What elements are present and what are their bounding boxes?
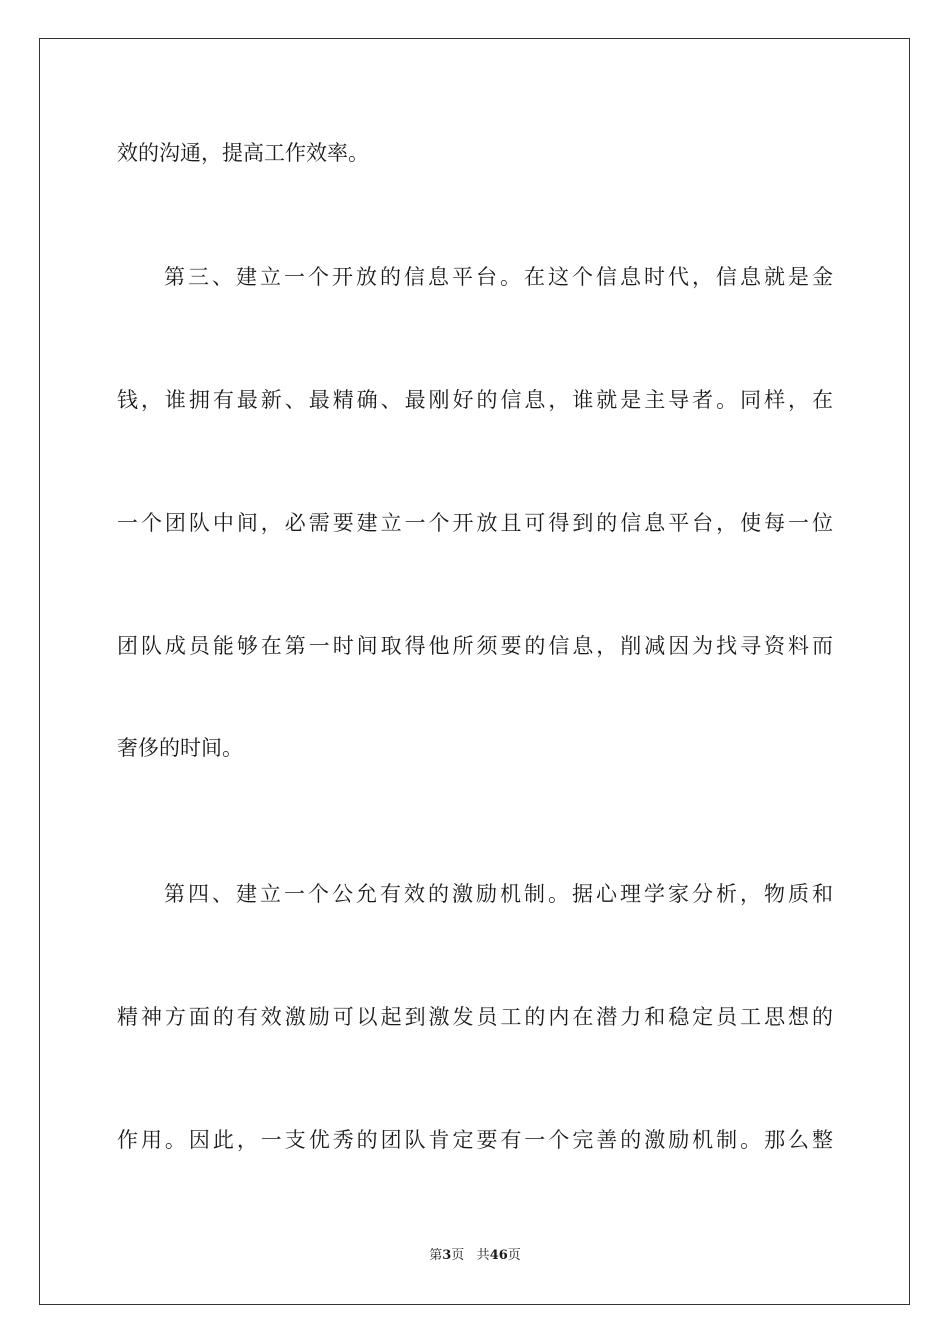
paragraph-line-7: 第四、建立一个公允有效的激励机制。据心理学家分析，物质和 — [164, 882, 833, 906]
paragraph-line-9: 作用。因此，一支优秀的团队肯定要有一个完善的激励机制。那么整 — [117, 1128, 833, 1152]
paragraph-line-8: 精神方面的有效激励可以起到激发员工的内在潜力和稳定员工思想的 — [117, 1005, 833, 1029]
total-page-count: 46 — [489, 1248, 508, 1263]
current-page-number: 3 — [442, 1248, 452, 1263]
page-prefix: 第 — [429, 1248, 443, 1263]
page-footer — [0, 1247, 950, 1265]
paragraph-line-2: 第三、建立一个开放的信息平台。在这个信息时代，信息就是金 — [164, 265, 833, 289]
total-prefix: 共 — [476, 1248, 490, 1263]
page-border — [39, 38, 910, 1305]
paragraph-line-6: 奢侈的时间。 — [117, 736, 243, 760]
paragraph-line-1: 效的沟通，提高工作效率。 — [117, 141, 369, 165]
paragraph-line-3: 钱，谁拥有最新、最精确、最刚好的信息，谁就是主导者。同样，在 — [117, 388, 833, 412]
page-suffix: 页 — [451, 1248, 465, 1263]
paragraph-line-4: 一个团队中间，必需要建立一个开放且可得到的信息平台，使每一位 — [117, 511, 833, 535]
total-suffix: 页 — [507, 1248, 521, 1263]
paragraph-line-5: 团队成员能够在第一时间取得他所须要的信息，削减因为找寻资料而 — [117, 634, 833, 658]
